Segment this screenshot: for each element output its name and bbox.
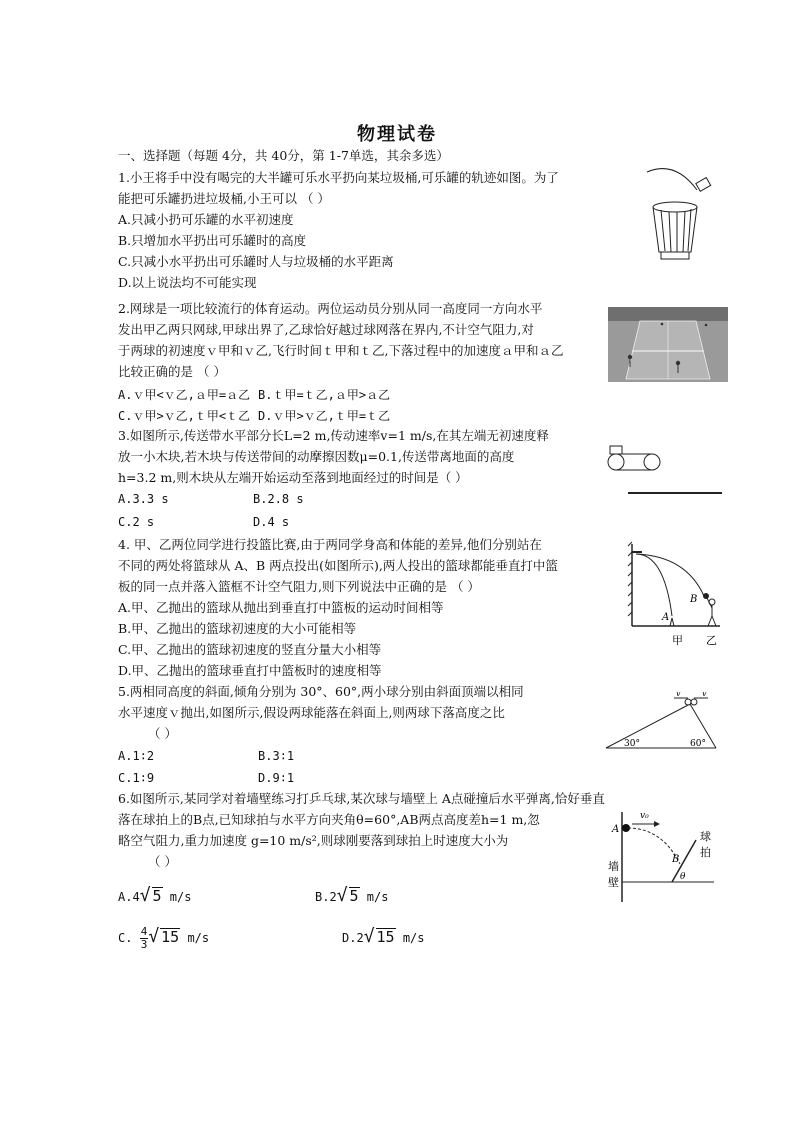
q3-option-d: D.4 s [253,515,290,529]
q4-line-3: 板的同一点并落入篮框不计空气阻力,则下列说法中正确的是 （ ） [118,579,480,594]
q1-line-2: 能把可乐罐扔进垃圾桶,小王可以 （ ） [118,191,330,206]
q4-option-d: D.甲、乙抛出的篮球垂直打中篮板时的速度相等 [118,663,382,678]
q2-option-c: C.ｖ甲>ｖ乙,ｔ甲<ｔ乙 [118,409,251,423]
label-wall-1: 墙 [608,860,619,873]
section-heading: 一、选择题（每题 4分，共 40分，第 1-7单选，其余多选） [118,148,449,163]
q1-option-b: B.只增加水平扔出可乐罐时的高度 [118,233,307,248]
label-b: B [690,594,698,605]
q6-option-c: C. $\frac{4}{3}$ √ 15 m/s [118,925,210,951]
q3-line-2: 放一小木块,若木块与传送带间的动摩擦因数μ=0.1,传送带离地面的高度 [118,449,515,464]
tennis-court-photo [608,307,728,382]
q1-line-1: 1.小王将手中没有喝完的大半罐可乐水平扔向某垃圾桶,可乐罐的轨迹如图。为了 [118,170,559,185]
q1-option-c: C.只减小水平扔出可乐罐时人与垃圾桶的水平距离 [118,254,394,269]
q5-option-a: A.1∶2 [118,749,155,763]
q6-option-d: D.2√ 15 m/s [342,926,425,947]
q2-option-a: A.ｖ甲<ｖ乙,ａ甲=ａ乙 [118,388,251,402]
q2-line-1: 2.网球是一项比较流行的体育运动。两位运动员分别从同一高度同一方向水平 [118,301,543,316]
label-30deg: 30° [624,739,640,749]
q2-option-b: B.ｔ甲=ｔ乙,ａ甲>ａ乙 [258,388,391,402]
label-theta: θ [680,872,686,882]
q2-line-3: 于两球的初速度ｖ甲和ｖ乙,飞行时间ｔ甲和ｔ乙,下落过程中的加速度ａ甲和ａ乙 [118,343,564,358]
q4-option-b: B.甲、乙抛出的篮球初速度的大小可能相等 [118,621,357,636]
q6-line-3: 略空气阻力,重力加速度 g=10 m/s²,则球刚要落到球拍上时速度大小为 [118,833,509,848]
q1-option-a: A.只减小扔可乐罐的水平初速度 [118,212,294,227]
conveyor-belt-figure [604,440,724,498]
label-v-left: v [676,692,681,698]
q3-option-c: C.2 s [118,515,155,529]
fraction: $\frac{4}{3}$ [140,925,148,951]
q5-option-d: D.9∶1 [258,771,295,785]
q4-line-2: 不同的两处将篮球从 A、B 两点投出(如图所示),两人投出的篮球都能垂直打中篮 [118,558,558,573]
q3-line-1: 3.如图所示,传送带水平部分长L=2 m,传动速率v=1 m/s,在其左端无初速度释 [118,428,549,443]
q6-line-4: （ ） [148,854,177,869]
q4-line-1: 4. 甲、乙两位同学进行投篮比赛,由于两同学身高和体能的差异,他们分别站在 [118,537,542,552]
q4-option-a: A.甲、乙抛出的篮球从抛出到垂直打中篮板的运动时间相等 [118,600,444,615]
q3-option-a: A.3.3 s [118,492,169,506]
q3-line-3: h=3.2 m,则木块从左端开始运动至落到地面经过的时间是（ ） [118,470,468,485]
q4-option-c: C.甲、乙抛出的篮球初速度的竖直分量大小相等 [118,642,382,657]
q2-line-4: 比较正确的是 （ ） [118,364,226,379]
q5-line-1: 5.两相同高度的斜面,倾角分别为 30°、60°,两小球分别由斜面顶端以相同 [118,684,524,699]
q1-option-d: D.以上说法均不可能实现 [118,275,257,290]
label-v0: v₀ [640,811,649,821]
q5-option-c: C.1∶9 [118,771,155,785]
q5-line-3: （ ） [148,726,177,741]
q5-line-2: 水平速度ｖ抛出,如图所示,假设两球能落在斜面上,则两球下落高度之比 [118,705,505,720]
exam-title: 物理试卷 [357,124,437,145]
label-racket-1: 球 [700,830,711,843]
ping-pong-figure [604,808,720,904]
q3-option-b: B.2.8 s [253,492,304,506]
label-point-b: B [672,854,680,865]
q2-line-2: 发出甲乙两只网球,甲球出界了,乙球恰好越过球网落在界内,不计空气阻力,对 [118,322,534,337]
q6-option-b: B.2√ 5 m/s [315,885,389,906]
q5-option-b: B.3∶1 [258,749,295,763]
q2-option-d: D.ｖ甲>ｖ乙,ｔ甲=ｔ乙 [258,409,391,423]
label-yi: 乙 [706,634,717,647]
label-v-right: v [702,692,707,698]
q6-line-2: 落在球拍上的B点,已知球拍与水平方向夹角θ=60°,AB两点高度差h=1 m,忽 [118,812,540,827]
q6-option-a: A.4√ 5 m/s [118,885,192,906]
label-jia: 甲 [672,634,683,647]
basketball-figure [624,540,724,650]
incline-figure [604,692,720,752]
label-wall-2: 壁 [608,876,619,889]
label-a: A [662,612,670,623]
label-60deg: 60° [690,739,706,749]
trash-can-figure [645,162,735,267]
q6-line-1: 6.如图所示,某同学对着墙壁练习打乒乓球,某次球与墙壁上 A点碰撞后水平弹离,恰好垂直 [118,791,605,806]
label-racket-2: 拍 [700,846,711,859]
label-point-a: A [612,824,620,835]
